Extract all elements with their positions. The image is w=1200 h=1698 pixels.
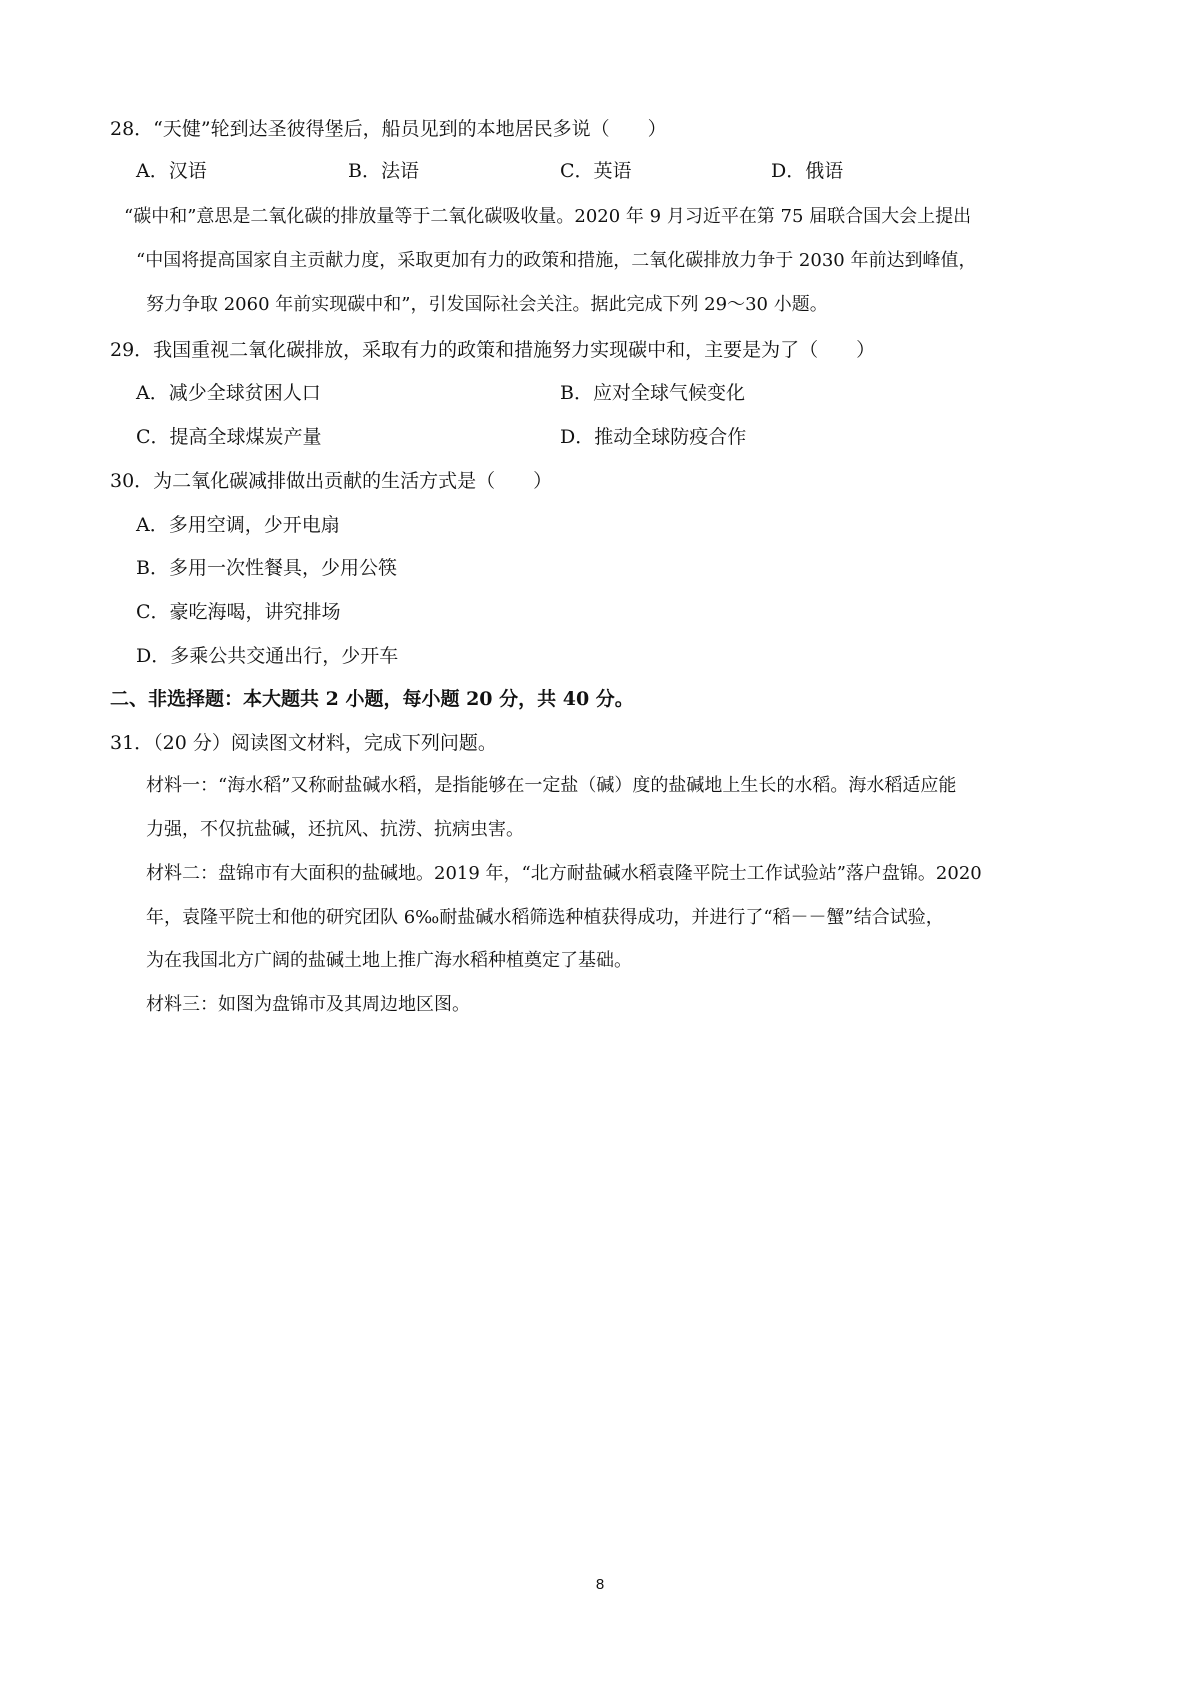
question-29-option-c: C．提高全球煤炭产量 [136, 426, 322, 448]
page-number: 8 [595, 1576, 605, 1593]
question-29-option-d: D．推动全球防疫合作 [560, 426, 747, 448]
question-29-stem: 29．我国重视二氧化碳排放，采取有力的政策和措施努力实现碳中和，主要是为了（ ） [110, 339, 876, 361]
material-2-line-2: 年，袁隆平院士和他的研究团队 6‰耐盐碱水稻筛选种植获得成功，并进行了“稻－－蟹”结合试验， [146, 907, 944, 928]
material-3-line: 材料三：如图为盘锦市及其周边地区图。 [146, 994, 470, 1015]
intro-29-30-line-3: 努力争取 2060 年前实现碳中和”，引发国际社会关注。据此完成下列 29～30 小题。 [146, 294, 828, 315]
question-28-option-c: C．英语 [560, 160, 632, 182]
question-28-stem: 28．“天健”轮到达圣彼得堡后，船员见到的本地居民多说（ ） [110, 118, 667, 140]
question-30-option-c: C．豪吃海喝，讲究排场 [136, 601, 341, 623]
material-1-line-2: 力强，不仅抗盐碱，还抗风、抗涝、抗病虫害。 [146, 819, 524, 840]
intro-29-30-line-1: “碳中和”意思是二氧化碳的排放量等于二氧化碳吸收量。2020 年 9 月习近平在第 75 届联合国大会上提出 [124, 206, 972, 227]
question-28-option-a: A．汉语 [136, 160, 207, 182]
question-30-option-d: D．多乘公共交通出行，少开车 [136, 645, 399, 667]
question-28-option-b: B．法语 [348, 160, 419, 182]
question-28-option-d: D．俄语 [771, 160, 844, 182]
material-2-line-3: 为在我国北方广阔的盐碱土地上推广海水稻种植奠定了基础。 [146, 950, 632, 971]
question-29-option-b: B．应对全球气候变化 [560, 382, 745, 404]
question-31-stem: 31．（20 分）阅读图文材料，完成下列问题。 [110, 732, 497, 754]
question-29-option-a: A．减少全球贫困人口 [136, 382, 321, 404]
question-30-option-a: A．多用空调，少开电扇 [136, 514, 340, 536]
material-1-line-1: 材料一：“海水稻”又称耐盐碱水稻，是指能够在一定盐（碱）度的盐碱地上生长的水稻。海水稻适应能 [146, 775, 957, 796]
question-30-stem: 30．为二氧化碳减排做出贡献的生活方式是（ ） [110, 470, 553, 492]
intro-29-30-line-2: “中国将提高国家自主贡献力度，采取更加有力的政策和措施，二氧化碳排放力争于 2030 年前达到峰值， [136, 250, 977, 271]
material-2-line-1: 材料二：盘锦市有大面积的盐碱地。2019 年，“北方耐盐碱水稻袁隆平院士工作试验站”落户盘锦。2020 [146, 863, 982, 884]
question-30-option-b: B．多用一次性餐具，少用公筷 [136, 557, 397, 579]
section-2-heading: 二、非选择题：本大题共 2 小题，每小题 20 分，共 40 分。 [110, 688, 634, 710]
